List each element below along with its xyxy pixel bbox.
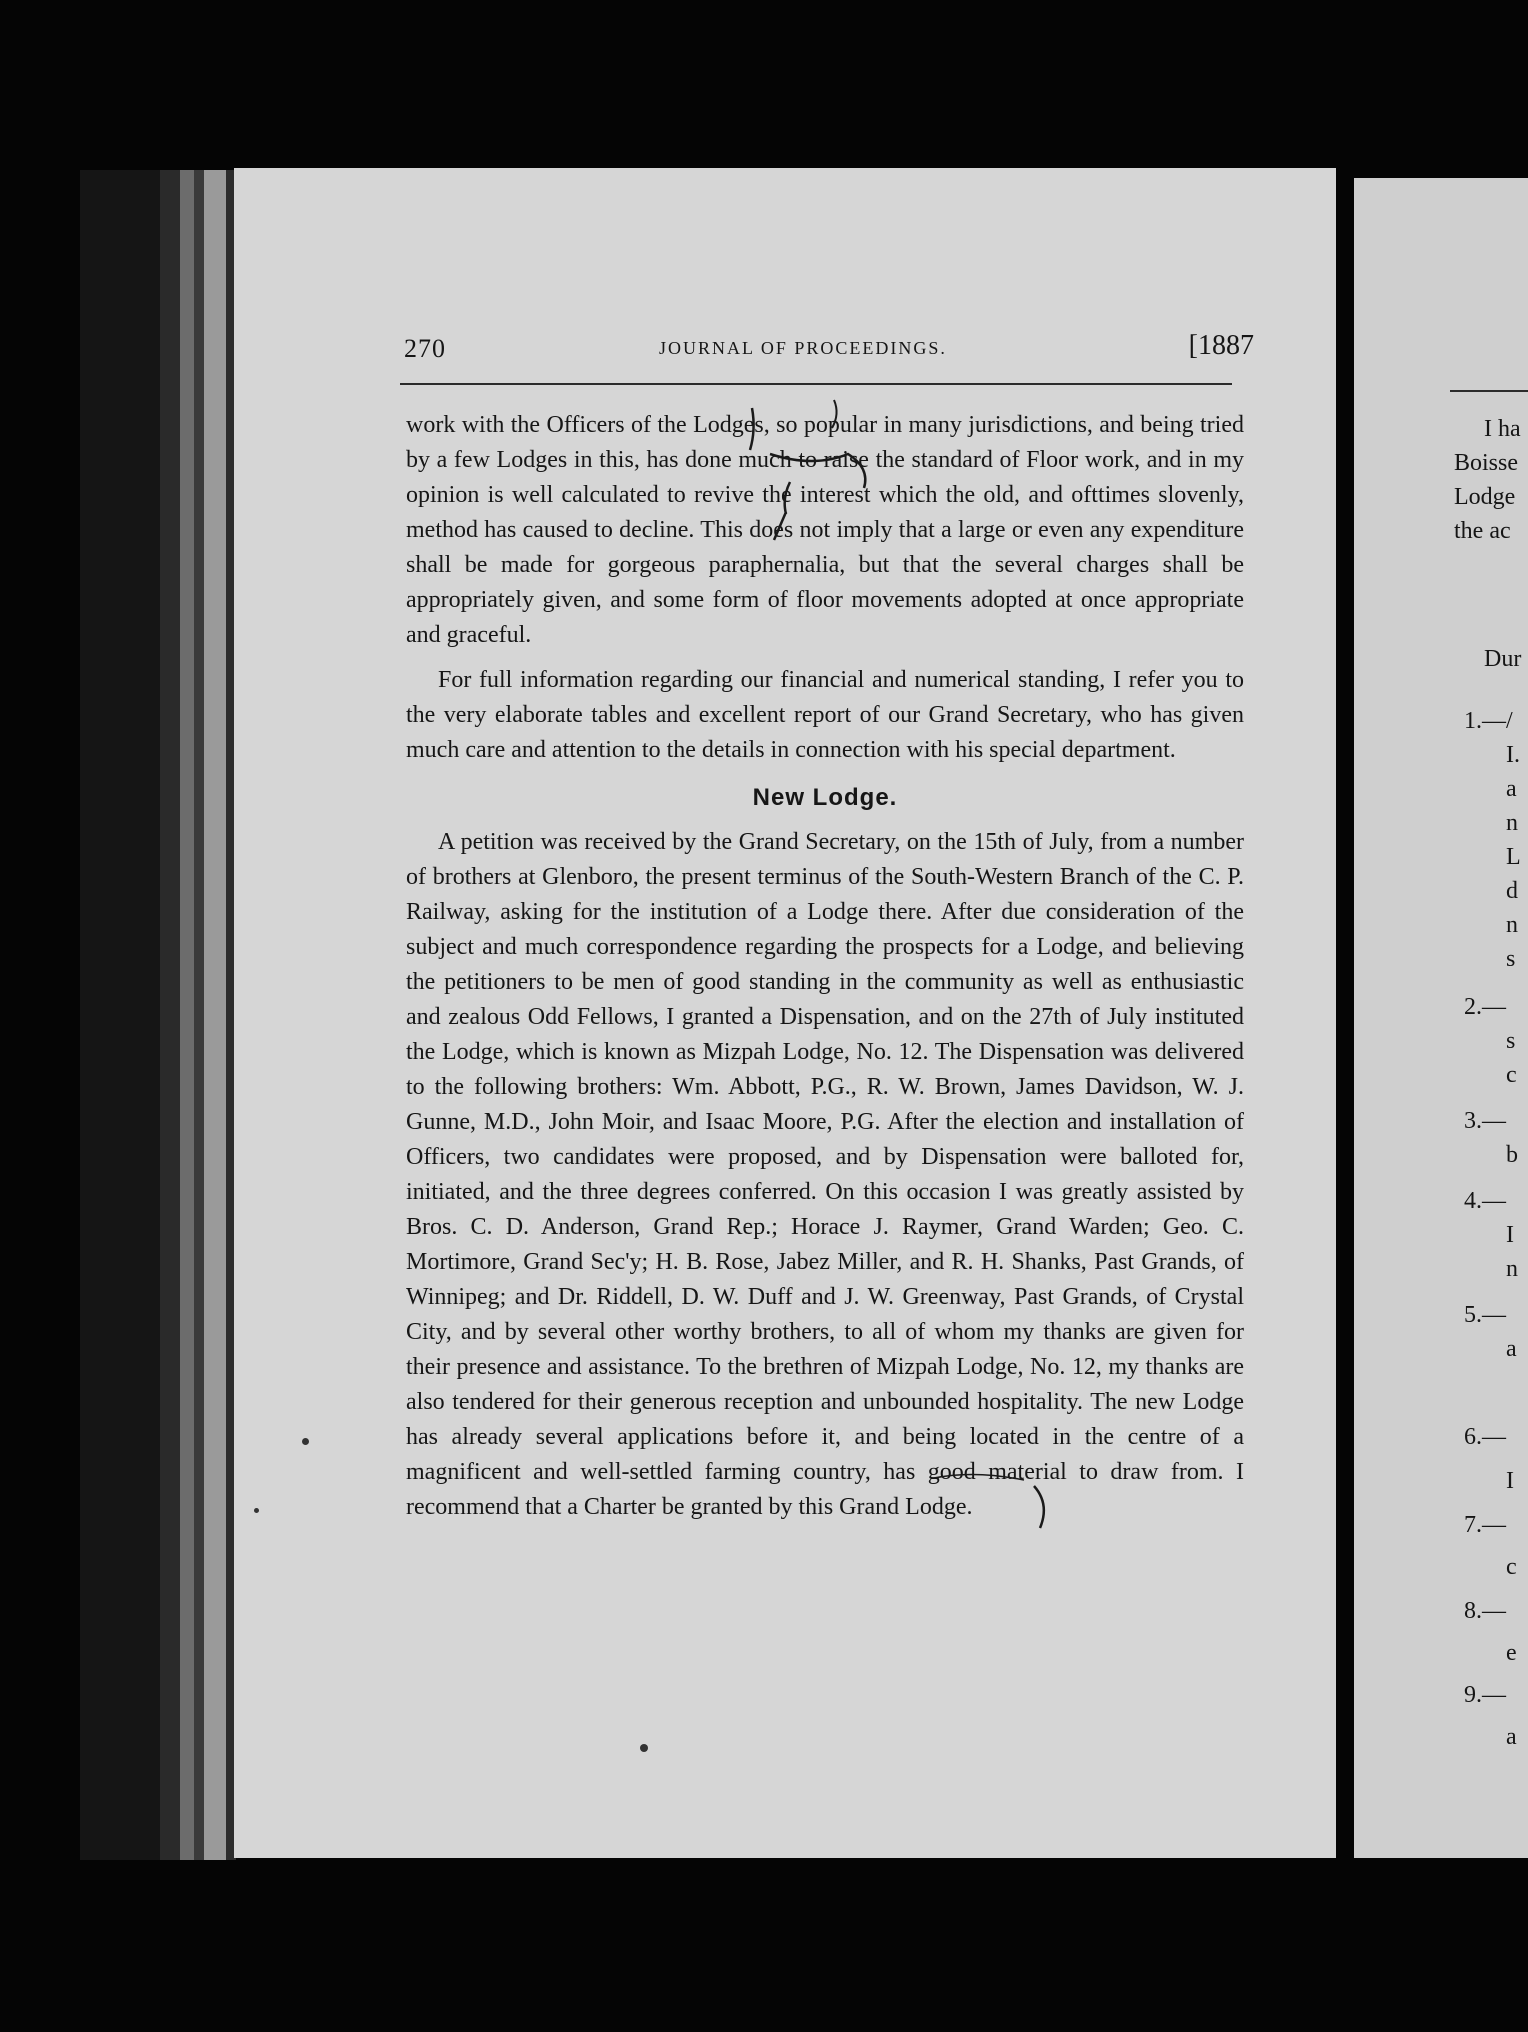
running-title: JOURNAL OF PROCEEDINGS. bbox=[659, 338, 947, 358]
right-text-line: n bbox=[1506, 912, 1518, 938]
body-text bbox=[406, 408, 1244, 1525]
paragraph-new-lodge: A petition was received by the Grand Secretary, on the 15th of July, from a number of brothers at Glenboro, the present terminus of the South-Western Branch of the C. P. Railway, asking for the institution of a Lodge there. After due consideration of the subject and much correspondence regarding the prospects for a Lodge, and believing the petitioners to be men of good standing in the community as well as enthusiastic and zealous Odd Fellows, I granted a Dispensation, and on the 27th of July instituted the Lodge, which is known as Mizpah Lodge, No. 12. The Dispensation was delivered to the following brothers: Wm. Abbott, P.G., R. W. Brown, James Davidson, W. J. Gunne, M.D., John Moir, and Isaac Moore, P.G. After the election and installation of Officers, two candidates were proposed, and by Dispensation were balloted for, initiated, and the three degrees conferred. On this occasion I was greatly assisted by Bros. C. D. Anderson, Grand Rep.; Horace J. Raymer, Grand Warden; Geo. C. Mortimore, Grand Sec'y; H. B. Rose, Jabez Miller, and R. H. Shanks, Past Grands, of Winnipeg; and Dr. Riddell, D. W. Duff and J. W. Greenway, Past Grands, of Crystal City, and by several other worthy brothers, to all of whom my thanks are given for their presence and assistance. To the brethren of Mizpah Lodge, No. 12, my thanks are also tendered for their generous reception and unbounded hospitality. The new Lodge has already several applications before it, and being located in the centre of a magnificent and well-settled farming country, has good material to draw from. I recommend that a Charter be granted by this Grand Lodge. bbox=[406, 829, 1244, 1520]
paragraph-floor-work: work with the Officers of the Lodges, so popular in many jurisdictions, and being tried by a few Lodges in this, has done much to raise the standard of Floor work, and in my opinion is well calculated to revive the interest which the old, and ofttimes slovenly, method has caused to decline. This does not imply that a large or even any expenditure shall be made for gorgeous paraphernalia, but that the several charges shall be appropriately given, and some form of floor movements adopted at once appropriate and graceful. bbox=[406, 412, 1244, 648]
right-header-rule bbox=[1450, 390, 1528, 392]
ink-speck bbox=[302, 1438, 309, 1445]
header-rule bbox=[400, 383, 1232, 385]
right-text-line: a bbox=[1506, 1336, 1517, 1362]
book-edge-dark bbox=[80, 170, 160, 1860]
right-text-line: n bbox=[1506, 1256, 1518, 1282]
right-text-line: I bbox=[1506, 1468, 1514, 1494]
page-header bbox=[404, 328, 1254, 368]
right-text-line: 8.— bbox=[1464, 1598, 1506, 1624]
ink-speck bbox=[254, 1508, 259, 1513]
left-page bbox=[234, 168, 1336, 1858]
right-text-line: 5.— bbox=[1464, 1302, 1506, 1328]
right-text-line: n bbox=[1506, 810, 1518, 836]
right-text-line: a bbox=[1506, 1724, 1517, 1750]
right-text-line: I ha bbox=[1484, 416, 1521, 442]
right-text-line: e bbox=[1506, 1640, 1517, 1666]
page-year: [1887 bbox=[1188, 330, 1254, 361]
book-edge-strip bbox=[180, 170, 194, 1860]
book-edge-strip bbox=[204, 170, 226, 1860]
right-text-line: the ac bbox=[1454, 518, 1511, 544]
paragraph-financial: For full information regarding our financial and numerical standing, I refer you to the very elaborate tables and excellent report of our Grand Secretary, who has given much care and attention to the details in connection with his special department. bbox=[406, 667, 1244, 763]
right-text-line: I bbox=[1506, 1222, 1514, 1248]
right-text-line: 6.— bbox=[1464, 1424, 1506, 1450]
right-text-line: I. bbox=[1506, 742, 1520, 768]
right-text-line: 4.— bbox=[1464, 1188, 1506, 1214]
right-text-line: b bbox=[1506, 1142, 1518, 1168]
right-text-line: L bbox=[1506, 844, 1521, 870]
ink-speck bbox=[640, 1744, 648, 1752]
right-text-line: 1.—/ bbox=[1464, 708, 1513, 734]
page-number: 270 bbox=[404, 334, 446, 363]
right-page bbox=[1354, 178, 1528, 1858]
right-text-line: Dur bbox=[1484, 646, 1522, 672]
right-text-line: 3.— bbox=[1464, 1108, 1506, 1134]
page-gutter bbox=[1336, 160, 1354, 1870]
right-text-line: d bbox=[1506, 878, 1518, 904]
right-text-line: c bbox=[1506, 1062, 1517, 1088]
right-text-line: 2.— bbox=[1464, 994, 1506, 1020]
right-text-line: 9.— bbox=[1464, 1682, 1506, 1708]
right-text-line: Lodge bbox=[1454, 484, 1516, 510]
right-text-line: s bbox=[1506, 1028, 1516, 1054]
right-text-line: s bbox=[1506, 946, 1516, 972]
book-edge-strip bbox=[194, 170, 204, 1860]
right-text-line: c bbox=[1506, 1554, 1517, 1580]
section-heading: New Lodge. bbox=[752, 784, 898, 811]
book-edge-strip bbox=[160, 170, 180, 1860]
right-text-line: 7.— bbox=[1464, 1512, 1506, 1538]
right-text-line: Boisse bbox=[1454, 450, 1519, 476]
right-text-line: a bbox=[1506, 776, 1517, 802]
